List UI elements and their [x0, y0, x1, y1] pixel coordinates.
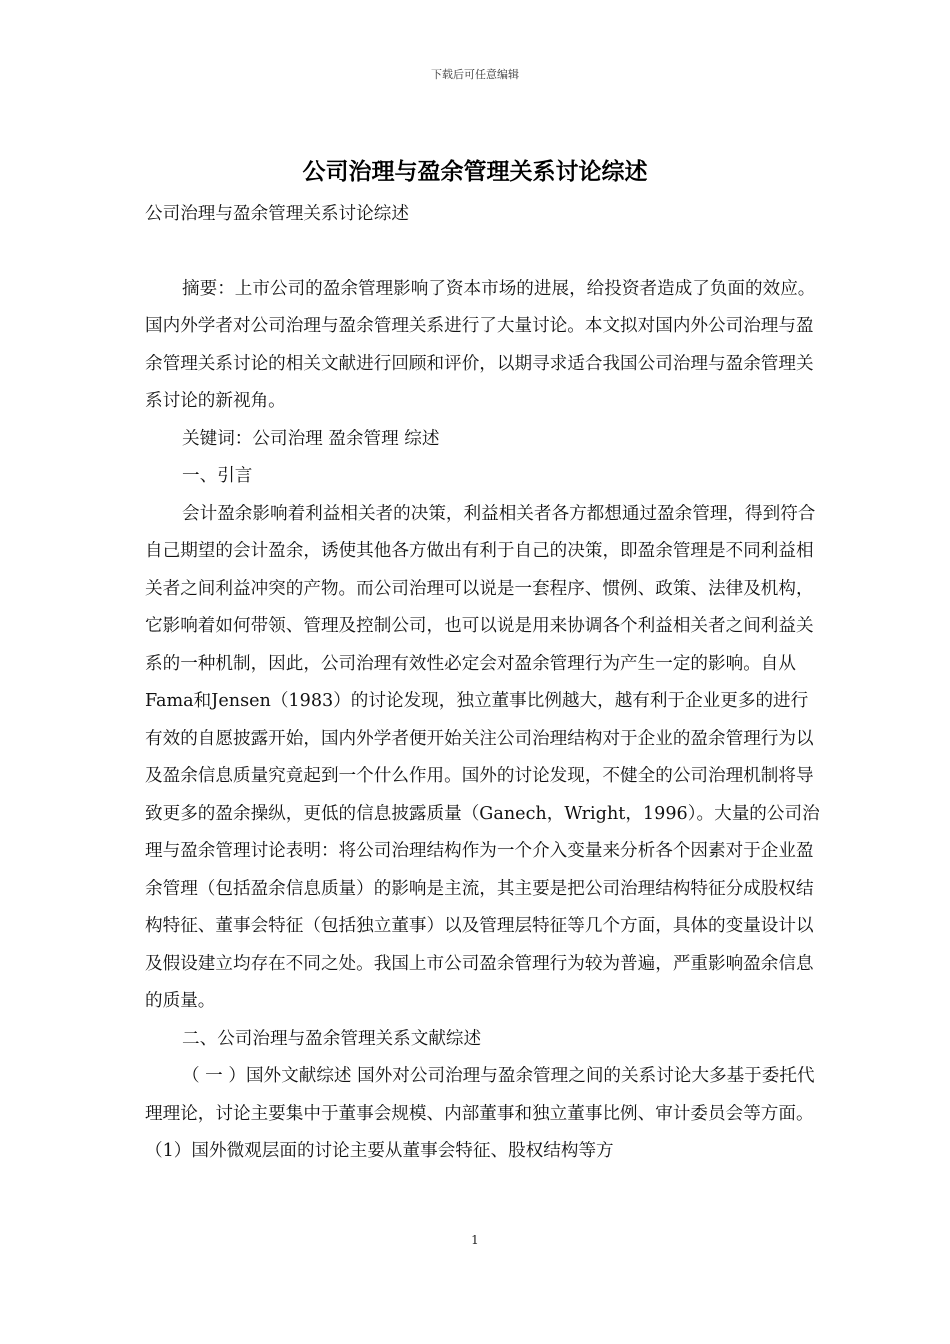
foreign-literature-paragraph: （ 一 ）国外文献综述 国外对公司治理与盈余管理之间的关系讨论大多基于委托代理理论，讨论主要集中于董事会规模、内部董事和独立董事比例、审计委员会等方面。（1）国外微观层面的讨论主要从董事会特征、股权结构等方 — [145, 1066, 815, 1161]
abstract-paragraph: 摘要：上市公司的盈余管理影响了资本市场的进展，给投资者造成了负面的效应。国内外学者对公司治理与盈余管理关系进行了大量讨论。本文拟对国内外公司治理与盈余管理关系讨论的相关文献进行回顾和评价，以期寻求适合我国公司治理与盈余管理关系讨论的新视角。 — [145, 278, 816, 411]
document-subtitle: 公司治理与盈余管理关系讨论综述 — [145, 204, 409, 224]
document-title: 公司治理与盈余管理关系讨论综述 — [302, 159, 648, 185]
section-heading-introduction: 一、引言 — [182, 466, 253, 486]
header-note: 下载后可任意编辑 — [431, 68, 519, 81]
introduction-paragraph: 会计盈余影响着利益相关者的决策，利益相关者各方都想通过盈余管理，得到符合自己期望的会计盈余，诱使其他各方做出有利于自己的决策，即盈余管理是不同利益相关者之间利益冲突的产物。而公司治理可以说是一套程序、惯例、政策、法律及机构，它影响着如何带领、管理及控制公司，也可以说是用来协调各个利益相关者之间利益关系的一种机制，因此，公司治理有效性必定会对盈余管理行为产生一定的影响。自从Fama和Jensen（1983）的讨论发现，独立董事比例越大，越有利于企业更多的进行有效的自愿披露开始，国内外学者便开始关注公司治理结构对于企业的盈余管理行为以及盈余信息质量究竟起到一个什么作用。国外的讨论发现，不健全的公司治理机制将导致更多的盈余操纵，更低的信息披露质量（Ganech，Wright，1996）。大量的公司治理与盈余管理讨论表明：将公司治理结构作为一个介入变量来分析各个因素对于企业盈余管理（包括盈余信息质量）的影响是主流，其主要是把公司治理结构特征分成股权结构特征、董事会特征（包括独立董事）以及管理层特征等几个方面，具体的变量设计以及假设建立均存在不同之处。我国上市公司盈余管理行为较为普遍，严重影响盈余信息的质量。 — [145, 503, 820, 1011]
document-body — [145, 196, 821, 1171]
page-number: 1 — [471, 1233, 479, 1247]
section-heading-literature-review: 二、公司治理与盈余管理关系文献综述 — [182, 1028, 482, 1049]
keywords-line: 关键词：公司治理 盈余管理 综述 — [182, 428, 440, 449]
